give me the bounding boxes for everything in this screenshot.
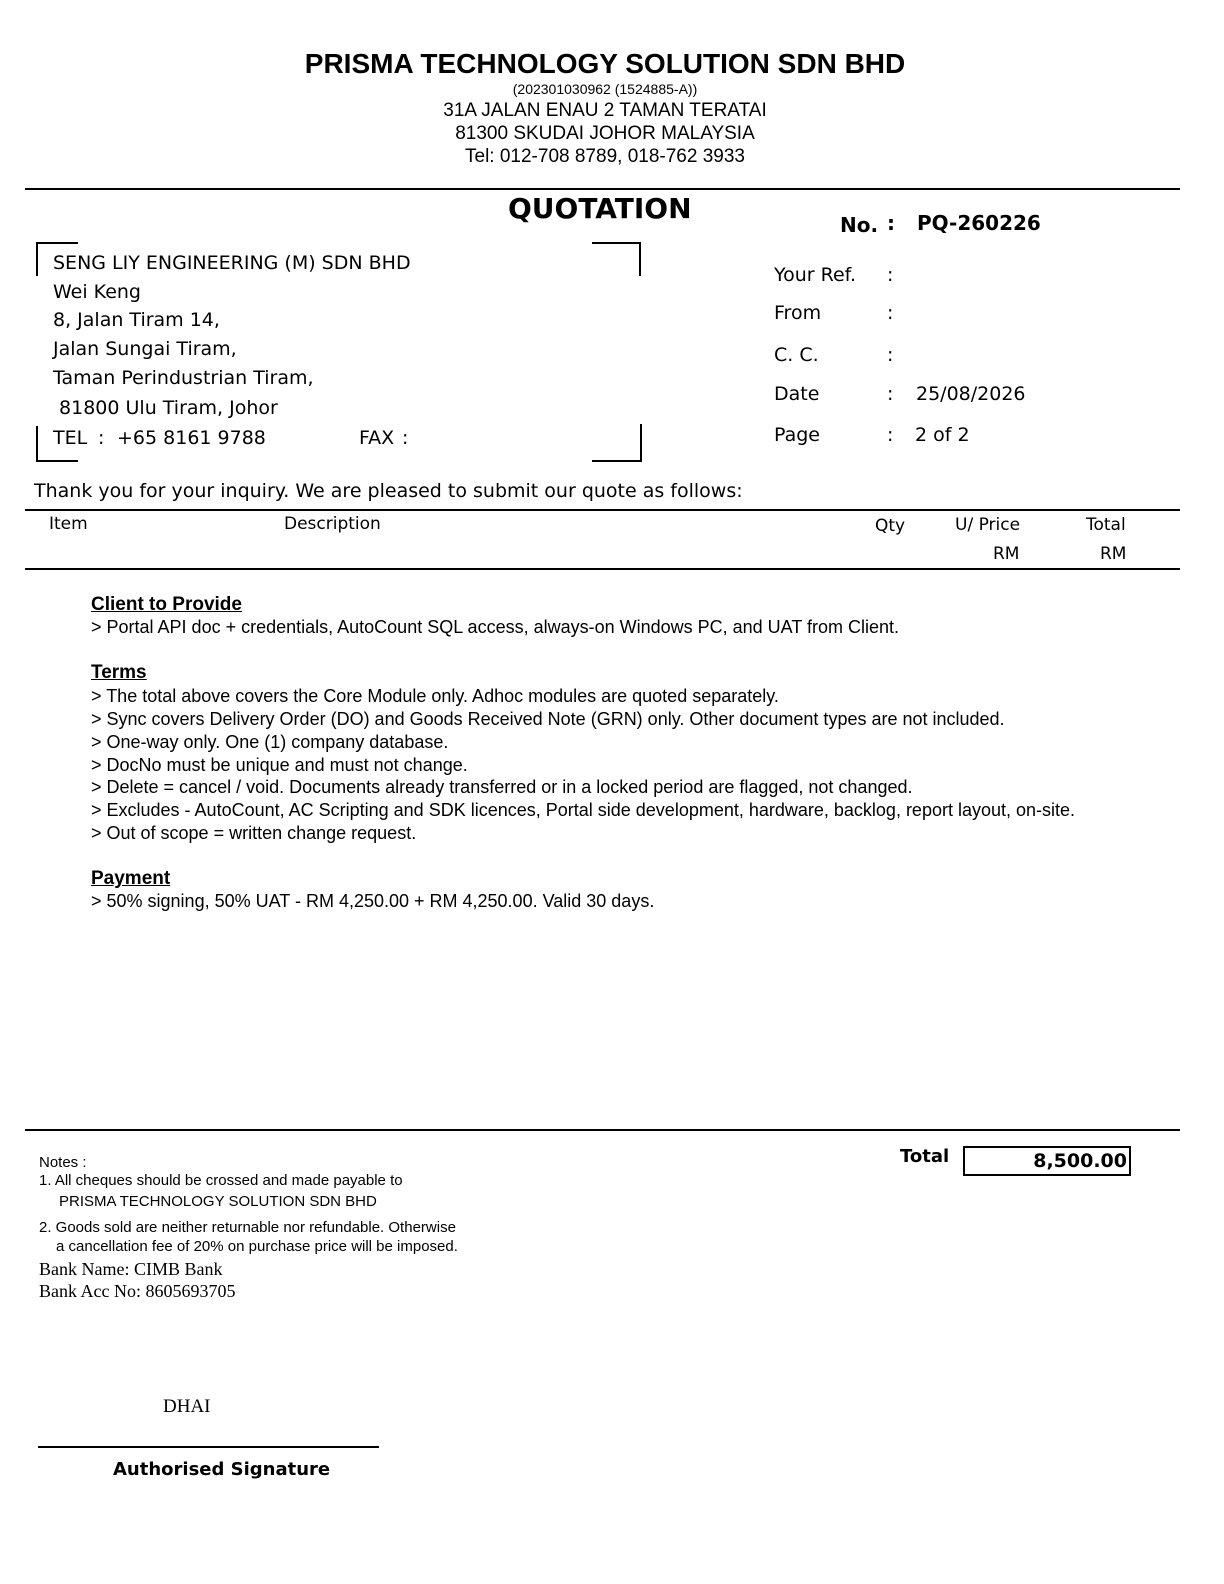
client-to-provide-line: > Portal API doc + credentials, AutoCount SQL access, always-on Windows PC, and UAT from Client. [91,617,900,637]
customer-address-line-1: 8, Jalan Tiram 14, [53,309,220,331]
column-header-qty: Qty [875,516,906,536]
document-title: QUOTATION [508,192,692,225]
payment-heading: Payment [91,868,171,889]
column-header-unit-price-currency: RM [993,544,1020,564]
your-ref-label: Your Ref. [774,264,856,286]
customer-address-line-2: Jalan Sungai Tiram, [53,338,237,360]
signatory-name: DHAI [163,1396,211,1417]
quotation-number-label: No. [840,213,879,237]
bank-name: Bank Name: CIMB Bank [39,1259,223,1279]
address-bracket-top-right [592,242,641,276]
company-name: PRISMA TECHNOLOGY SOLUTION SDN BHD [304,48,906,79]
customer-fax-colon: : [402,427,409,449]
customer-attention: Wei Keng [53,281,141,303]
footer-divider [25,1129,1180,1131]
column-header-description: Description [284,514,381,534]
customer-tel-label: TEL [53,427,88,449]
column-header-total-currency: RM [1100,544,1127,564]
terms-line: > Sync covers Delivery Order (DO) and Goods Received Note (GRN) only. Other document types are not included. [91,709,1005,729]
company-telephone: Tel: 012-708 8789, 018-762 3933 [465,146,745,167]
grand-total-label: Total [900,1146,950,1167]
cc-colon: : [887,344,894,366]
cc-label: C. C. [774,344,819,366]
terms-heading: Terms [91,662,147,683]
customer-address-line-3: Taman Perindustrian Tiram, [53,367,314,389]
signature-line [38,1446,379,1448]
terms-line: > Out of scope = written change request. [91,823,417,843]
column-header-unit-price: U/ Price [955,515,1021,535]
quotation-number-colon: : [887,211,895,235]
note-2-line-1: 2. Goods sold are neither returnable nor refundable. Otherwise [39,1219,456,1236]
customer-fax-label: FAX [359,427,395,449]
header-divider [25,188,1180,190]
company-address-line-1: 31A JALAN ENAU 2 TAMAN TERATAI [443,100,767,121]
authorised-signature-label: Authorised Signature [113,1459,331,1480]
date-colon: : [887,383,894,405]
notes-label: Notes : [39,1154,87,1171]
page-label: Page [774,424,820,446]
client-to-provide-heading: Client to Provide [91,594,242,615]
quotation-number-value: PQ-260226 [917,211,1041,235]
payment-line: > 50% signing, 50% UAT - RM 4,250.00 + RM 4,250.00. Valid 30 days. [91,891,655,911]
page-colon: : [887,424,894,446]
bank-account-number: Bank Acc No: 8605693705 [39,1281,236,1301]
customer-tel-value: +65 8161 9788 [117,427,266,449]
your-ref-colon: : [887,264,894,286]
customer-address-line-4: 81800 Ulu Tiram, Johor [53,397,278,419]
terms-line: > One-way only. One (1) company database. [91,732,449,752]
table-header-top-border [25,509,1180,511]
customer-tel-colon: : [98,427,105,449]
terms-line: > Excludes - AutoCount, AC Scripting and SDK licences, Portal side development, hardware, backlog, report layout, on-site. [91,800,1076,820]
customer-name: SENG LIY ENGINEERING (M) SDN BHD [53,252,411,274]
terms-line: > The total above covers the Core Module only. Adhoc modules are quoted separately. [91,686,779,706]
company-registration-number: (202301030962 (1524885-A)) [512,81,698,97]
note-1-line-1: 1. All cheques should be crossed and made payable to [39,1172,403,1189]
intro-text: Thank you for your inquiry. We are pleased to submit our quote as follows: [34,480,743,502]
date-value: 25/08/2026 [916,383,1026,405]
column-header-total: Total [1086,515,1126,535]
from-colon: : [887,302,894,324]
company-address-line-2: 81300 SKUDAI JOHOR MALAYSIA [455,123,755,144]
terms-line: > Delete = cancel / void. Documents already transferred or in a locked period are flagged, not changed. [91,777,913,797]
column-header-item: Item [49,514,88,534]
address-bracket-bottom-right [592,424,642,462]
table-header-bottom-border [25,568,1180,570]
page-value: 2 of 2 [915,424,970,446]
date-label: Date [774,383,820,405]
from-label: From [774,302,822,324]
note-2-line-2: a cancellation fee of 20% on purchase price will be imposed. [56,1238,458,1255]
note-1-line-2: PRISMA TECHNOLOGY SOLUTION SDN BHD [59,1193,377,1210]
grand-total-value: 8,500.00 [963,1146,1131,1176]
terms-line: > DocNo must be unique and must not change. [91,755,468,775]
